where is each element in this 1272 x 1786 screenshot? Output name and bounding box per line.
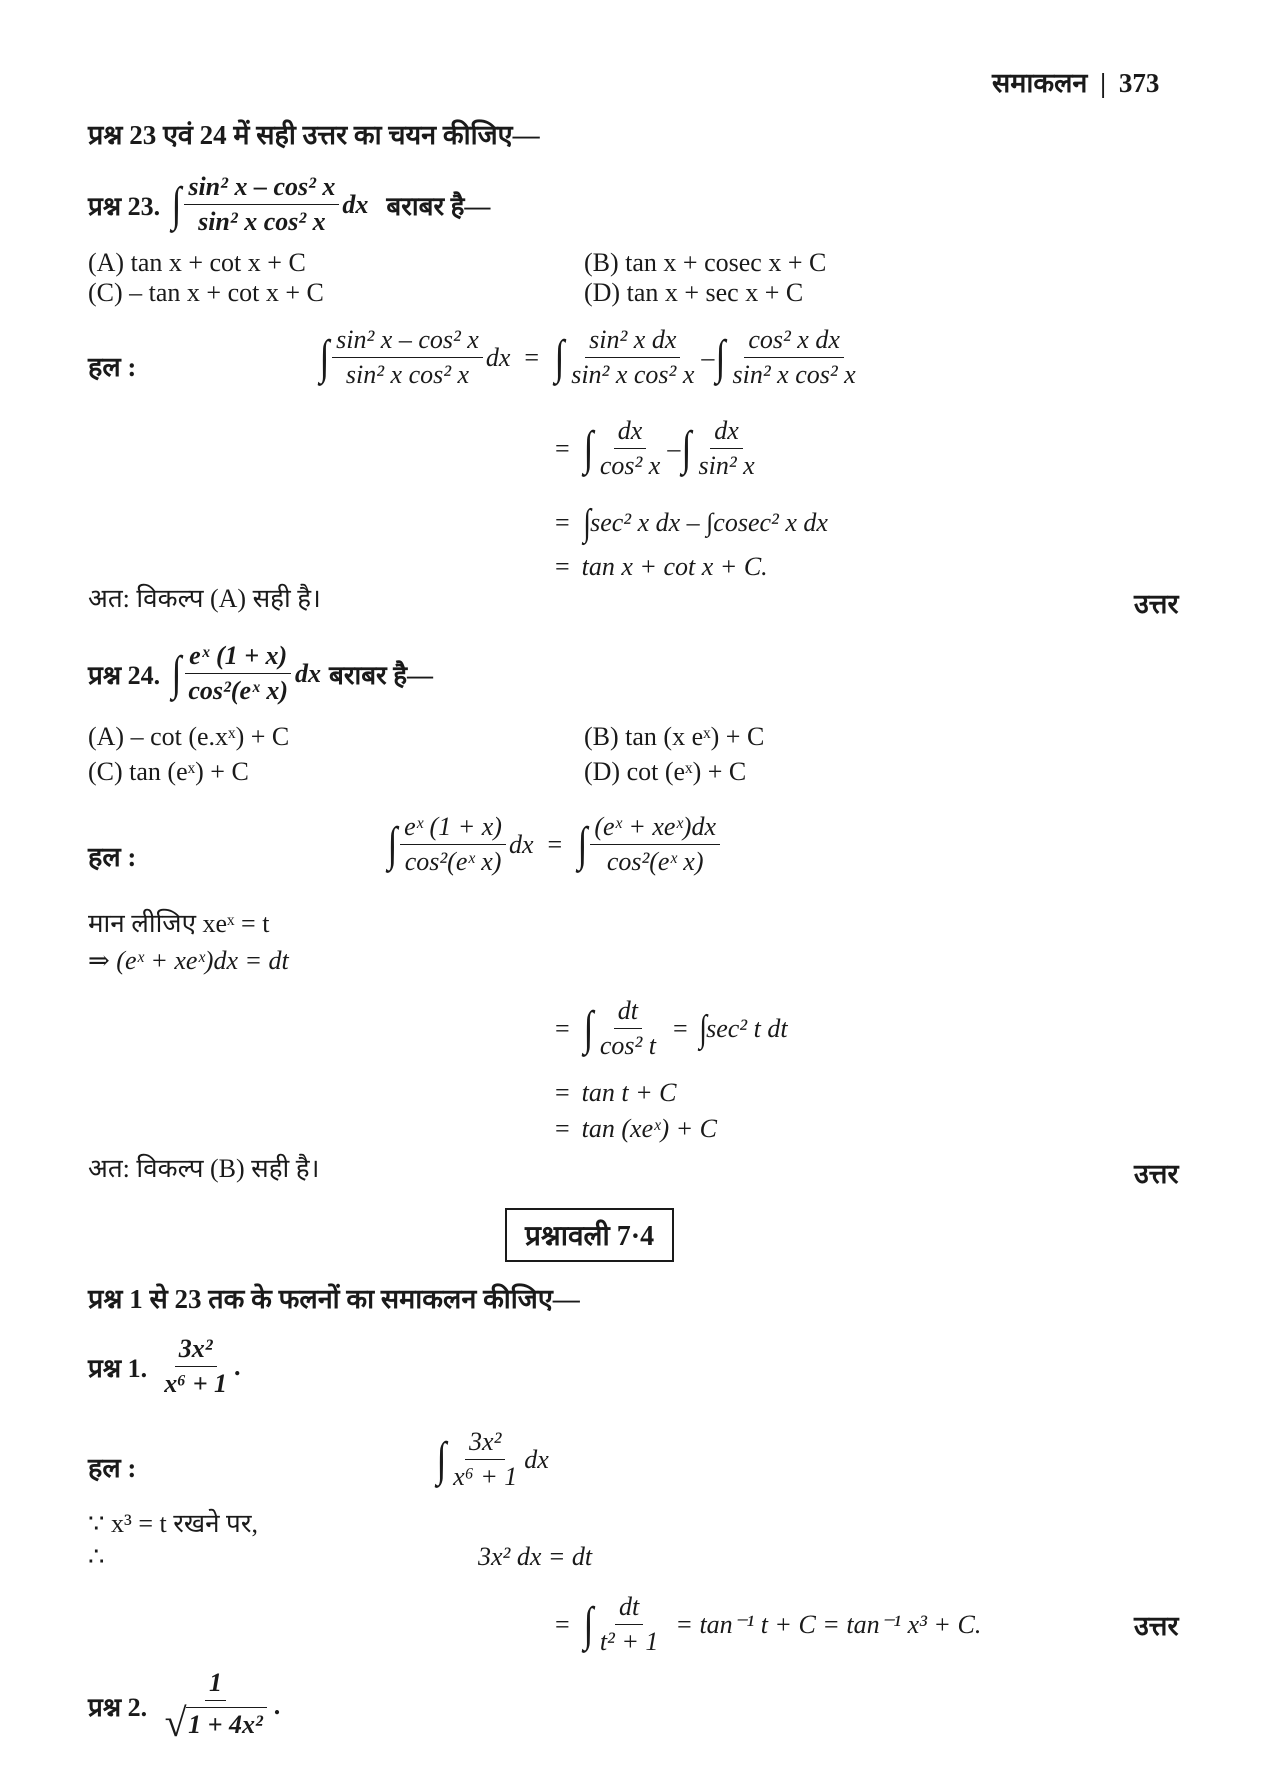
page-number: 373 [1118, 68, 1160, 98]
radical-icon: √ [164, 1700, 187, 1745]
solution-step-1: ∫ $\frac{\text{eˣ (1 + x)}}{\text{cos²(eˣ x)}}$ dx = ∫ $\frac{\text{(eˣ + xeˣ)dx}}{\text{cos²(eˣ x)}}$ [386, 812, 723, 877]
exercise-question-2: प्रश्न 2. 1 √ 1 + 4x² . [88, 1668, 281, 1745]
option-a: (A) – cot (e.xˣ) + C [88, 722, 290, 751]
question-24: प्रश्न 24. ∫ $\frac{\text{eˣ (1 + x)}}{\text{cos²(eˣ x)}}$ dx बराबर है— [88, 641, 434, 705]
answer-marker: उत्तर [1134, 589, 1179, 619]
option-c: (C) tan (eˣ) + C [88, 757, 249, 786]
solution-label: हल : [88, 1453, 137, 1483]
solution-step-2: = ∫ $\frac{dt}{\text{t² + 1}}$ = tan⁻¹ t + C = tan⁻¹ x³ + C. [555, 1592, 982, 1656]
substitution-result: 3x² dx = dt [478, 1542, 593, 1571]
solution-step-1: ∫ $\frac{\text{sin² x – cos² x}}{\text{sin² x cos² x}}$ dx = ∫ $\frac{\text{sin² x dx}}{\text{sin² x cos² x}}$ – ∫ $\frac{\text{cos² x dx}}{\text{sin² x cos² x}}$ [319, 325, 856, 389]
option-b: (B) tan x + cosec x + C [584, 248, 827, 277]
question-label: प्रश्न 1. [88, 1353, 148, 1383]
therefore-symbol: ∴ [88, 1542, 105, 1571]
question-label: प्रश्न 24. [88, 660, 161, 690]
exercise-title: प्रश्नावली 7·4 [505, 1208, 674, 1262]
option-a: (A) tan x + cot x + C [88, 248, 306, 277]
question-label: प्रश्न 2. [88, 1692, 148, 1722]
answer-marker: उत्तर [1134, 1159, 1179, 1189]
square-root: √ 1 + 4x² [164, 1703, 267, 1743]
substitution-line-2: ⇒ (eˣ + xeˣ)dx = dt [88, 946, 289, 975]
substitution-line-1: मान लीजिए xeˣ = t [88, 909, 270, 938]
option-b: (B) tan (x eˣ) + C [584, 722, 765, 751]
page-header [992, 68, 1159, 98]
conclusion: अत: विकल्प (B) सही है। [88, 1154, 320, 1183]
solution-step-3: = ∫ sec² x dx – ∫cosec² x dx [555, 502, 828, 544]
answer-marker: उत्तर [1134, 1611, 1179, 1641]
solution-step-4: = tan x + cot x + C. [555, 552, 768, 581]
solution-step-2: = ∫ $\frac{dx}{\text{cos² x}}$ – ∫ $\frac{dx}{\text{sin² x}}$ [555, 416, 755, 480]
option-d: (D) cot (eˣ) + C [584, 757, 747, 786]
conclusion: अत: विकल्प (A) सही है। [88, 584, 321, 613]
chapter-title: समाकलन [992, 68, 1088, 98]
option-d: (D) tan x + sec x + C [584, 278, 804, 307]
header-separator: | [1100, 68, 1107, 98]
exercise-question-1: प्रश्न 1. $\frac{\text{3x²}}{\text{x⁶ + 1}}$ . [88, 1334, 241, 1398]
solution-label: हल : [88, 352, 137, 382]
substitution-line: ∵ x³ = t रखने पर, [88, 1509, 258, 1538]
option-c: (C) – tan x + cot x + C [88, 278, 324, 307]
section-intro: प्रश्न 23 एवं 24 में सही उत्तर का चयन कीजिए— [88, 120, 540, 150]
solution-step-2: = ∫ $\frac{dt}{\text{cos² t}}$ = ∫ sec² t dt [555, 996, 788, 1060]
integral-sign: ∫ [171, 177, 182, 231]
solution-step-1: ∫ $\frac{\text{3x²}}{\text{x⁶ + 1}}$ dx [436, 1427, 549, 1491]
solution-step-3: = tan t + C [555, 1078, 677, 1107]
solution-step-4: = tan (xeˣ) + C [555, 1114, 718, 1143]
exercise-intro: प्रश्न 1 से 23 तक के फलनों का समाकलन कीजिए— [88, 1284, 580, 1314]
solution-label: हल : [88, 842, 137, 872]
question-23: प्रश्न 23. ∫ $\frac{\text{sin² x – cos² x}}{\text{sin² x cos² x}}$ dx बराबर है— [88, 172, 491, 236]
question-label: प्रश्न 23. [88, 191, 161, 221]
fraction: $\frac{\text{sin² x – cos² x}}{\text{sin² x cos² x}}$ [184, 172, 339, 237]
